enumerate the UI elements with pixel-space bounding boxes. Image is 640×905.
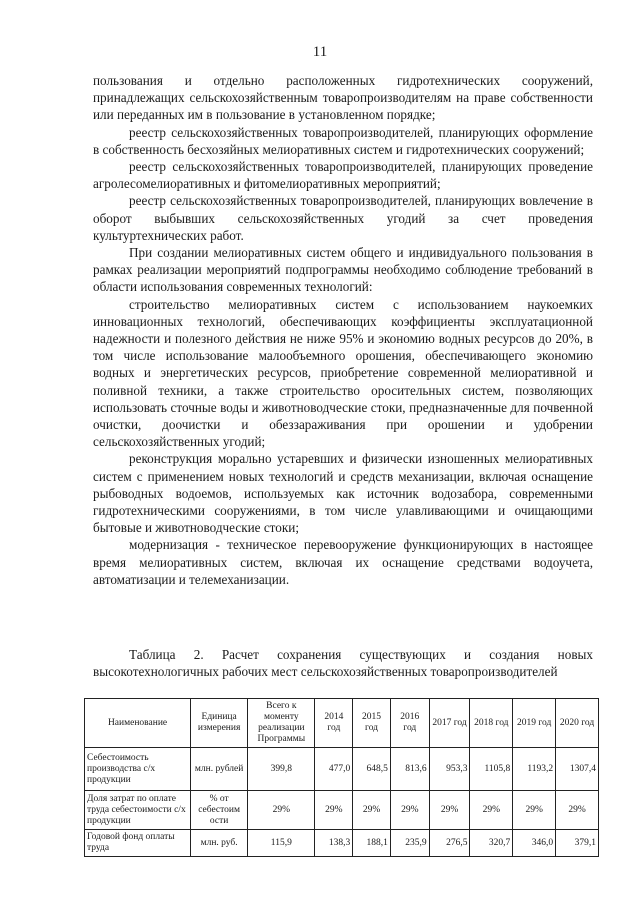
paragraph: реестр сельскохозяйственных товаропроизводителей, планирующих проведение агролесомелиоративных и фитомелиоративных мероприятий; — [93, 159, 593, 192]
table-cell: 813,6 — [390, 748, 429, 791]
table-cell: 188,1 — [353, 830, 391, 857]
header-cell: 2016 год — [390, 699, 429, 748]
paragraph: строительство мелиоративных систем с использованием наукоемких инновационных технологий, обеспечивающих коэффициенты эксплуатационной надежности и полезного действия не ниже 95% и экономию водных ресурсов до 20%, в том числе использование малообъемного орошения, обеспечивающего экономию водных и энергетических ресурсов, приобретение современной мелиоративной и поливной техники, а также строительство оросительных систем, позволяющих использовать сточные воды и животноводческие стоки, предназначенные для почвенной очистки, доочистки и обеззараживания при орошении и удобрении сельскохозяйственных угодий; — [93, 296, 593, 450]
table-cell: 29% — [248, 791, 315, 830]
page-number: 11 — [312, 44, 328, 60]
table-cell: 276,5 — [429, 830, 470, 857]
header-cell: Единица измерения — [191, 699, 248, 748]
table-cell: 1307,4 — [556, 748, 599, 791]
header-cell: 2015 год — [353, 699, 391, 748]
table-cell: 1193,2 — [513, 748, 556, 791]
paragraph: модернизация - техническое перевооружение функционирующих в настоящее время мелиоративных систем, включая их оснащение средствами водоучета, автоматизации и телемеханизации. — [93, 537, 593, 587]
table-cell: 29% — [556, 791, 599, 830]
header-cell: 2020 год — [556, 699, 599, 748]
table-cell: Доля затрат по оплате труда себестоимости с/х продукции — [85, 791, 191, 830]
table-cell: 29% — [513, 791, 556, 830]
body-text — [93, 72, 593, 588]
jobs-table — [84, 698, 599, 857]
table-cell: 29% — [429, 791, 470, 830]
table-cell: % от себестоим ости — [191, 791, 248, 830]
table-cell: 29% — [353, 791, 391, 830]
header-cell: Наименование — [85, 699, 191, 748]
table-cell: млн. рублей — [191, 748, 248, 791]
table-cell: 320,7 — [470, 830, 513, 857]
table-cell: 379,1 — [556, 830, 599, 857]
table-row — [85, 830, 599, 857]
header-cell: 2018 год — [470, 699, 513, 748]
table-header-row — [85, 699, 599, 748]
table-cell: 138,3 — [315, 830, 353, 857]
header-cell: Всего к моменту реализации Программы — [248, 699, 315, 748]
paragraph: При создании мелиоративных систем общего и индивидуального пользования в рамках реализации мероприятий подпрограммы необходимо соблюдение требований в области использования современных технологий: — [93, 245, 593, 295]
table-cell: 399,8 — [248, 748, 315, 791]
table-row — [85, 791, 599, 830]
table-cell: 648,5 — [353, 748, 391, 791]
paragraph: реестр сельскохозяйственных товаропроизводителей, планирующих вовлечение в оборот выбывших сельскохозяйственных угодий за счет проведения культуртехнических работ. — [93, 193, 593, 243]
paragraph: реестр сельскохозяйственных товаропроизводителей, планирующих оформление в собственность бесхозяйных мелиоративных систем и гидротехнических сооружений; — [93, 124, 593, 157]
table-row — [85, 748, 599, 791]
header-cell: 2014 год — [315, 699, 353, 748]
table-cell: 235,9 — [390, 830, 429, 857]
table-cell: 346,0 — [513, 830, 556, 857]
table-caption: Таблица 2. Расчет сохранения существующих и создания новых высокотехнологичных рабочих мест сельскохозяйственных товаропроизводителей — [93, 647, 593, 680]
table-cell: 29% — [470, 791, 513, 830]
table-cell: Себестоимость производства с/х продукции — [85, 748, 191, 791]
table-cell: 1105,8 — [470, 748, 513, 791]
paragraph: реконструкция морально устаревших и физически изношенных мелиоративных систем с применением новых технологий и средств механизации, включая оснащение рыбоводных водоемов, используемых как источник водозабора, современными гидротехническими сооружениями, в том числе улавливающими и очищающими бытовые и животноводческие стоки; — [93, 451, 593, 536]
header-cell: 2019 год — [513, 699, 556, 748]
table-cell: млн. руб. — [191, 830, 248, 857]
table-cell: 29% — [315, 791, 353, 830]
table-cell: 115,9 — [248, 830, 315, 857]
table-cell: 953,3 — [429, 748, 470, 791]
table-cell: Годовой фонд оплаты труда — [85, 830, 191, 857]
table-cell: 477,0 — [315, 748, 353, 791]
header-cell: 2017 год — [429, 699, 470, 748]
paragraph: пользования и отдельно расположенных гидротехнических сооружений, принадлежащих сельскохозяйственным товаропроизводителям на праве собственности или переданных им в пользование в установленном порядке; — [93, 73, 593, 123]
table-cell: 29% — [390, 791, 429, 830]
